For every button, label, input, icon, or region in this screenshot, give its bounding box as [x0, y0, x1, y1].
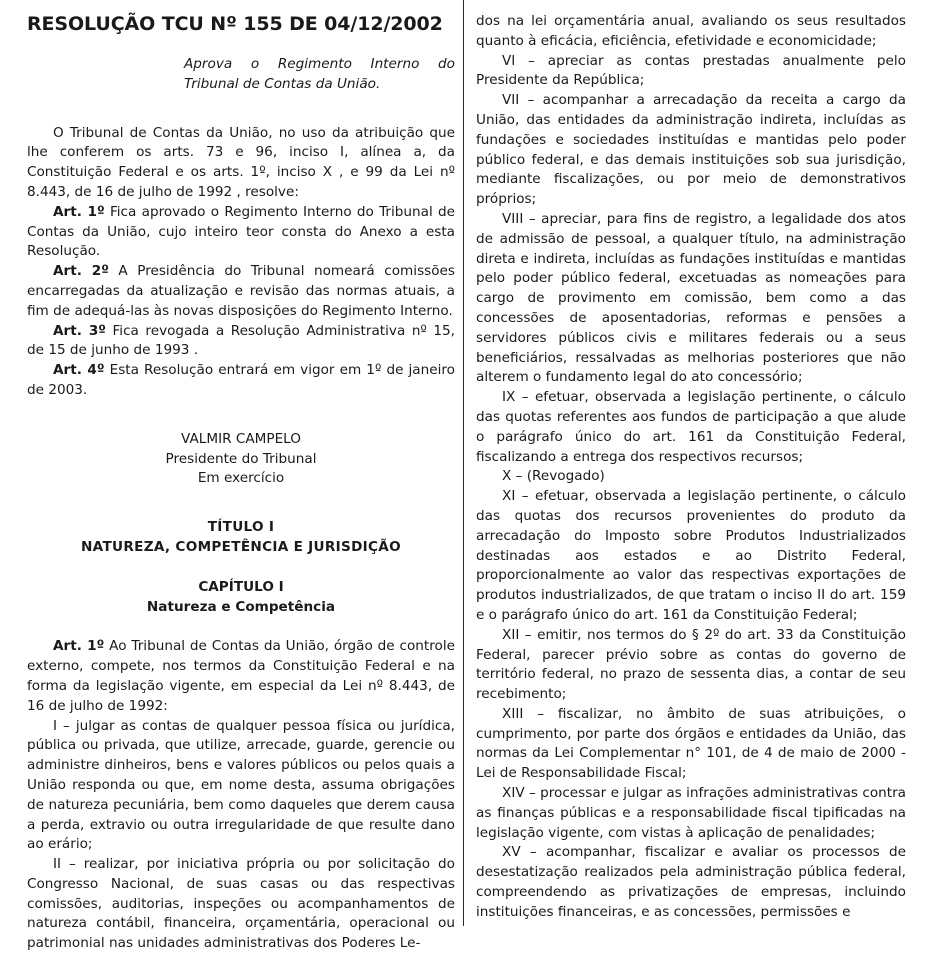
article-text: Esta Resolução entrará em vigor em 1º de janeiro de 2003. — [27, 362, 455, 398]
article-label: Art. 4º — [53, 362, 105, 379]
left-column — [27, 0, 455, 954]
resolution-title: RESOLUÇÃO TCU Nº 155 DE 04/12/2002 — [27, 13, 443, 35]
article-label: Art. 3º — [53, 322, 106, 339]
signatory-status: Em exercício — [197, 470, 285, 487]
article-text: A Presidência do Tribunal nomeará comissões encarregadas da atualização e revisão das normas atuais, a fim de adequá-las às novas disposições do Regimento Interno. — [27, 263, 456, 319]
inciso-item: VI – apreciar as contas prestadas anualmente pelo Presidente da República; — [476, 52, 906, 89]
inciso-item: XI – efetuar, observada a legislação pertinente, o cálculo das quotas dos recursos provenientes do produto da arrecadação do Imposto sobre Produtos Industrializados destinadas aos estados e ao Distrito Federal, proporcionalmente ao valor das respectivas exportações de produtos industrializados, de que tratam o inciso II do art. 159 e o parágrafo único do art. 161 da Constituição Federal; — [476, 488, 906, 623]
inciso-item: II – realizar, por iniciativa própria ou por solicitação do Congresso Nacional, de suas casas ou das respectivas comissões, auditorias, inspeções ou acompanhamentos de natureza contábil, financeira, orçamentária, operacional ou patrimonial nas unidades administrativas dos Poderes Le- — [27, 856, 455, 952]
article-1 — [27, 203, 455, 262]
article-text: Fica revogada a Resolução Administrativa nº 15, de 15 de junho de 1993 . — [27, 322, 455, 359]
inciso-item: XIV – processar e julgar as infrações administrativas contra as finanças públicas e a responsabilidade fiscal tipificadas na legislação vigente, com vistas à aplicação de penalidades; — [476, 785, 906, 841]
titulo-name: NATUREZA, COMPETÊNCIA E JURISDIÇÃO — [81, 538, 401, 555]
regimento-article-1 — [27, 637, 455, 716]
article-3 — [27, 322, 455, 362]
article-label: Art. 1º — [53, 638, 105, 655]
inciso-item: IX – efetuar, observada a legislação pertinente, o cálculo das quotas referentes aos fundos de participação a que alude o parágrafo único do art. 161 da Constituição Federal, fiscalizando a entrega dos respectivos recursos; — [476, 389, 906, 465]
capitulo-number: CAPÍTULO I — [198, 578, 284, 595]
signatory-role: Presidente do Tribunal — [165, 450, 317, 467]
capitulo-name: Natureza e Competência — [146, 598, 336, 615]
inciso-item: I – julgar as contas de qualquer pessoa física ou jurídica, pública ou privada, que utilize, arrecade, guarde, gerencie ou administre dinheiros, bens e valores públicos ou pelos quais a União responda ou que, em nome desta, assuma obrigações de natureza pecuniária, bem como daqueles que derem causa a perda, extravio ou outra irregularidade de que resulte dano ao erário; — [27, 717, 455, 853]
capitulo-heading — [27, 578, 455, 618]
column-divider — [463, 0, 464, 926]
ementa: Aprova o Regimento Interno do Tribunal de Contas da União. — [184, 56, 455, 92]
inciso-item: XIII – fiscalizar, no âmbito de suas atribuições, o cumprimento, por parte dos órgãos e entidades da União, das normas da Lei Complementar n° 101, de 4 de maio de 2000 - Lei de Responsabilidade Fiscal; — [476, 705, 906, 782]
titulo-heading — [27, 518, 455, 558]
preamble-paragraph: O Tribunal de Contas da União, no uso da atribuição que lhe conferem os arts. 73 e 96, inciso I, alínea a, da Constituição Federal e os arts. 1º, inciso X , e 99 da Lei nº 8.443, de 16 de julho de 1992 , resolve: — [27, 124, 455, 200]
signatory-name: VALMIR CAMPELO — [181, 430, 301, 447]
article-4 — [27, 361, 455, 401]
continuation-text: dos na lei orçamentária anual, avaliando os seus resultados quanto à eficácia, eficiência, efetividade e economicidade; — [476, 13, 906, 49]
inciso-item: XII – emitir, nos termos do § 2º do art. 33 da Constituição Federal, parecer prévio sobre as contas do governo de território federal, no prazo de sessenta dias, a contar de seu recebimento; — [476, 626, 906, 703]
inciso-item: XV – acompanhar, fiscalizar e avaliar os processos de desestatização realizados pela administração pública federal, compreendendo as privatizações de empresas, incluindo instituições financeiras, e as concessões, permissões e — [476, 844, 906, 920]
right-column — [476, 0, 906, 923]
titulo-number: TÍTULO I — [207, 519, 275, 536]
inciso-item: VII – acompanhar a arrecadação da receita a cargo da União, das entidades da administração indireta, incluídas as fundações e sociedades instituídas e mantidas pelo poder público federal, e das demais instituições sob sua jurisdição, mediante fiscalizações, ou por meio de demonstrativos próprios; — [476, 92, 906, 208]
article-label: Art. 1º — [53, 203, 105, 220]
signature-block — [27, 430, 455, 489]
article-label: Art. 2º — [53, 263, 109, 280]
article-2 — [27, 262, 455, 321]
article-text: Fica aprovado o Regimento Interno do Tribunal de Contas da União, cujo inteiro teor consta do Anexo a esta Resolução. — [27, 203, 455, 260]
inciso-item: X – (Revogado) — [502, 468, 605, 485]
article-text: Ao Tribunal de Contas da União, órgão de controle externo, compete, nos termos da Constituição Federal e na forma da legislação vigente, em especial da Lei nº 8.443, de 16 de julho de 1992: — [27, 638, 455, 714]
inciso-item: VIII – apreciar, para fins de registro, a legalidade dos atos de admissão de pessoal, a qualquer título, na administração direta e indireta, incluídas as fundações instituídas e mantidas pelo poder público federal, excetuadas as nomeações para cargo de provimento em comissão, bem como a das concessões de aposentadorias, reformas e pensões a servidores públicos civis e militares federais ou a seus beneficiários, ressalvadas as melhorias posteriores que não alterem o fundamento legal do ato concessório; — [476, 210, 906, 386]
